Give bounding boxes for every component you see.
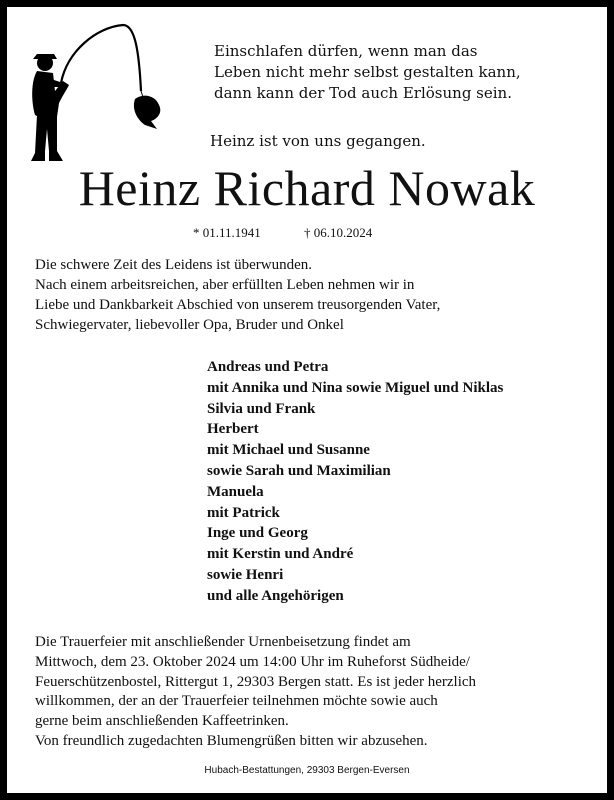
farewell-line: Nach einem arbeitsreichen, aber erfüllten Leben nehmen wir in bbox=[35, 277, 415, 293]
mourner-line: Andreas und Petra bbox=[207, 359, 329, 375]
mourners-list bbox=[207, 357, 503, 607]
mourner-line: mit Patrick bbox=[207, 504, 280, 521]
farewell-line: Die schwere Zeit des Leidens ist überwunden. bbox=[35, 257, 312, 273]
intro-text: Heinz ist von uns gegangen. bbox=[210, 132, 426, 150]
mourner-line: Inge und Georg bbox=[207, 525, 308, 542]
mourner-line: mit Michael und Susanne bbox=[207, 442, 370, 459]
poem-line: Einschlafen dürfen, wenn man das bbox=[214, 42, 478, 60]
death-date: † 06.10.2024 bbox=[304, 225, 373, 240]
poem-line: dann kann der Tod auch Erlösung sein. bbox=[214, 84, 512, 102]
poem bbox=[214, 41, 521, 104]
service-line: Die Trauerfeier mit anschließender Urnenbeisetzung findet am bbox=[35, 634, 411, 650]
deceased-name: Heinz Richard Nowak bbox=[78, 160, 536, 216]
farewell-line: Schwiegervater, liebevoller Opa, Bruder und Onkel bbox=[35, 317, 344, 333]
birth-date: * 01.11.1941 bbox=[193, 225, 261, 240]
farewell-line: Liebe und Dankbarkeit Abschied von unserem treusorgenden Vater, bbox=[35, 297, 441, 313]
poem-line: Leben nicht mehr selbst gestalten kann, bbox=[214, 63, 521, 81]
service-line: Mittwoch, dem 23. Oktober 2024 um 14:00 Uhr im Ruheforst Südheide/ bbox=[35, 653, 470, 670]
service-line: willkommen, der an der Trauerfeier teilnehmen möchte sowie auch bbox=[35, 693, 438, 710]
service-line: Von freundlich zugedachten Blumengrüßen bitten wir abzusehen. bbox=[35, 732, 428, 749]
funeral-home-credit: Hubach-Bestattungen, 29303 Bergen-Eversen bbox=[204, 765, 410, 776]
mourner-line: mit Kerstin und André bbox=[207, 546, 354, 563]
mourner-line: Manuela bbox=[207, 483, 264, 500]
fisherman-silhouette-icon bbox=[27, 21, 177, 169]
service-line: Feuerschützenbostel, Rittergut 1, 29303 Bergen statt. Es ist jeder herzlich bbox=[35, 673, 477, 690]
mourner-line: Herbert bbox=[207, 421, 259, 438]
mourner-line: Silvia und Frank bbox=[207, 400, 316, 417]
mourner-line: sowie Sarah und Maximilian bbox=[207, 462, 391, 479]
funeral-service-text bbox=[35, 633, 476, 752]
mourner-line: mit Annika und Nina sowie Miguel und Niklas bbox=[207, 379, 504, 396]
service-line: gerne beim anschließenden Kaffeetrinken. bbox=[35, 713, 289, 730]
farewell-text bbox=[35, 255, 440, 335]
mourner-line: sowie Henri bbox=[207, 566, 284, 583]
mourner-line: und alle Angehörigen bbox=[207, 587, 344, 604]
life-dates bbox=[193, 225, 372, 241]
